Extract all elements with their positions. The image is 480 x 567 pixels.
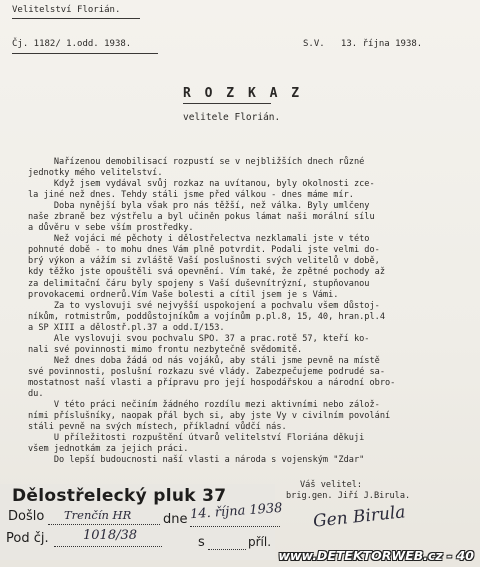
body-line: všem jednotkám za jejich práci. xyxy=(28,444,189,455)
stamp-date-value: 14. října 1938 xyxy=(189,500,283,523)
stamp-ref-label: Pod čj. xyxy=(6,531,49,546)
body-line: Než dnes doba žádá od nás vojáků, aby stáli jsme pevně na místě xyxy=(28,355,380,366)
body-line: Ale vyslovuji svou pochvalu SPO. 37 a prac.rotě 57, kteří ko- xyxy=(28,333,370,344)
body-line: Za to vyslovuji své nejvyšší uspokojení a pochvalu všem důstoj- xyxy=(28,300,380,311)
header-org: Velitelství Florián. xyxy=(12,5,121,15)
header-rule xyxy=(12,18,140,19)
body-line: ními příslušníky, naopak přál bych si, aby jste Vy v civilním povolání xyxy=(28,411,391,422)
stamp-s-label: s xyxy=(198,535,205,550)
stamp-received-label: Došlo xyxy=(8,509,45,524)
header-ref: Čj. 1182/ 1.odd. 1938. xyxy=(12,39,132,49)
stamp-received-value: Trenčín HR xyxy=(64,508,132,522)
body-line: Doba nynější byla však pro nás těžší, než válka. Byly umlčeny xyxy=(28,201,370,212)
title-underline xyxy=(183,103,271,104)
body-line: níkům, rotmistrům, poddůstojníkům a vojínům p.pl.8, 15, 40, hran.pl.4 xyxy=(28,311,385,322)
stamp-date-label: dne xyxy=(163,512,188,527)
body-line: V této práci nečiním žádného rozdílu mezi aktivními nebo zálož- xyxy=(28,400,380,411)
header-place-date: S.V. 13. října 1938. xyxy=(303,39,423,49)
body-line: mostatnost naší vlasti a přípravu pro její hospodářskou a národní obro- xyxy=(28,377,396,388)
stamp-ref-line xyxy=(54,546,162,547)
signature-title: Váš velitel: xyxy=(300,480,363,490)
header-ref-rule xyxy=(12,53,158,54)
body-line: a SP XIII a dělostř.pl.37 a odd.I/153. xyxy=(28,322,225,333)
body-line: Než vojáci mé pěchoty i dělostřelectva nezklamali jste v této xyxy=(28,234,370,245)
body-line: za delimitační čáru byly spojeny s Vaší duševnítrýzní, stupňovanou xyxy=(28,278,370,289)
website-watermark: www.DETEKTORWEB.cz - 40 xyxy=(278,548,474,563)
body-line: a důvěru v sebe vším prostředky. xyxy=(28,223,194,234)
handwritten-signature: Gen Birula xyxy=(312,502,407,532)
body-line: nali své povinnosti mimo frontu nezbytečně svědomitě. xyxy=(28,344,303,355)
stamp-ref-value: 1018/38 xyxy=(83,528,138,543)
body-line: stáli pevně na svých místech, příkladní vůdčí nás. xyxy=(28,422,287,433)
body-line: provokacemi ordnerů.Vím Vaše bolesti a cítil jsem je s Vámi. xyxy=(28,289,339,300)
stamp-received-line xyxy=(48,524,160,525)
signature-name: brig.gen. Jiří J.Birula. xyxy=(286,491,411,501)
body-line: své povinnosti, poslušní rozkazu své vlády. Zabezpečujeme podrudé sa- xyxy=(28,366,385,377)
stamp-unit: Dělostřelecký pluk 37 xyxy=(12,486,227,506)
body-line: Když jsem vydával svůj rozkaz na uvítanou, byly okolnosti zce- xyxy=(28,179,375,190)
body-line: du. xyxy=(28,388,44,399)
stamp-attach-label: příl. xyxy=(248,535,272,549)
body-line: Do lepší budoucnosti naší vlasti a národa s vojenským "Zdar" xyxy=(28,455,365,466)
body-line: pohnuté době - to mohu dnes Vám plně potvrdit. Podali jste velmi do- xyxy=(28,245,380,256)
body-line: brý výkon a vážím si zvláště Vaší poslušnosti svých velitelů v době, xyxy=(28,256,380,267)
body-line: Nařízenou demobilisací rozpustí se v nejbližších dnech různé xyxy=(28,157,365,167)
body-line: jednotky mého velitelství. xyxy=(28,168,163,179)
stamp-s-line xyxy=(208,549,246,550)
body-line: la jiné než dnes. Tehdy stáli jsme před válkou - dnes máme mír. xyxy=(28,190,354,201)
body-line: kdy těžko jste opouštěli svá opevnění. Vím také, že zpětné pochody až xyxy=(28,267,385,278)
document-title: R O Z K A Z xyxy=(183,86,303,101)
stamp-date-line xyxy=(190,526,280,527)
body-line: naše zbraně bez výstřelu a byl učiněn pokus lámat naši morální sílu xyxy=(28,212,375,223)
document-body xyxy=(28,157,468,466)
body-line: U příležitosti rozpuštění útvarů velitelství Floriána děkuji xyxy=(28,433,365,444)
document-subtitle: velitele Florián. xyxy=(183,112,281,123)
